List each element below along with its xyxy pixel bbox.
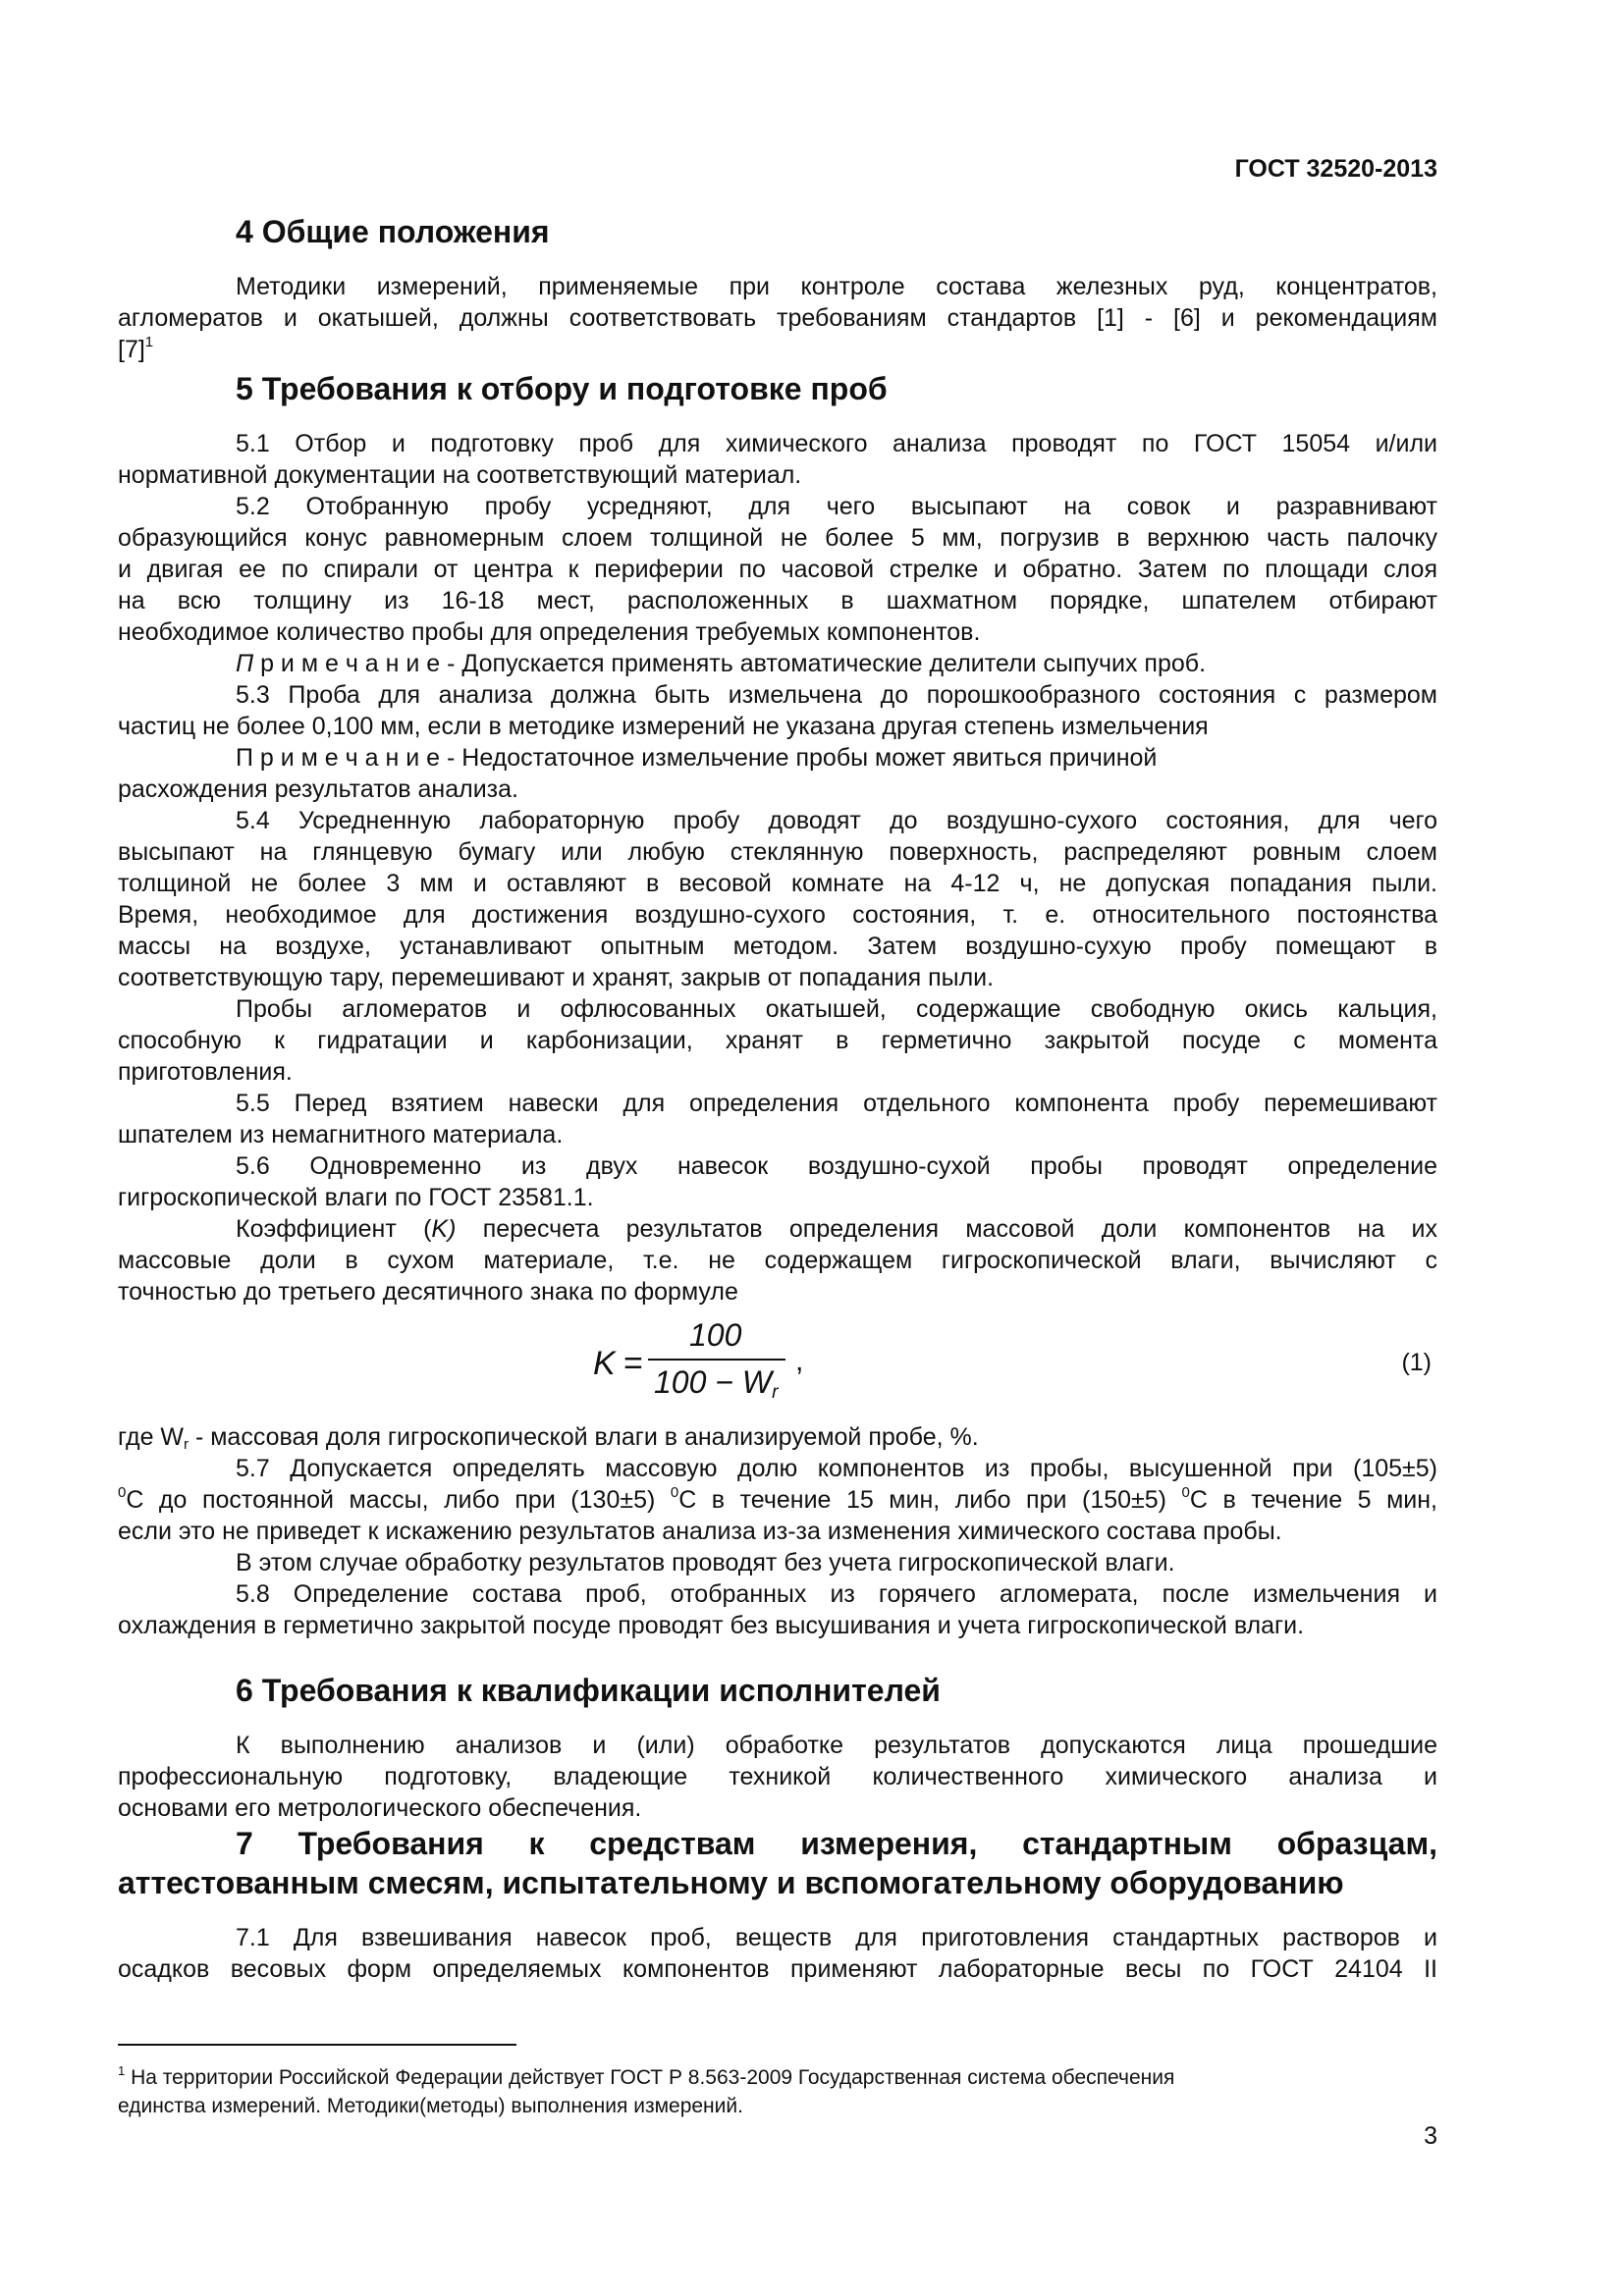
text-line: толщиной не более 3 мм и оставляют в весовой комнате на 4-12 ч, не допуская попадания пыли. xyxy=(118,870,1437,897)
text-line: 5.8 Определение состава проб, отобранных из горячего агломерата, после измельчения и xyxy=(236,1580,1437,1608)
formula-1 xyxy=(118,1319,1437,1410)
text-line: В этом случае обработку результатов проводят без учета гигроскопической влаги. xyxy=(236,1549,1175,1576)
text-line: соответствующую тару, перемешивают и хранят, закрыв от попадания пыли. xyxy=(118,964,995,991)
text-line xyxy=(118,1213,1437,1245)
text-line: необходимое количество пробы для определения требуемых компонентов. xyxy=(118,618,981,646)
text-line: 5.1 Отбор и подготовку проб для химического анализа проводят по ГОСТ 15054 и/или xyxy=(236,430,1437,457)
coef-text-rest: пересчета результатов определения массовой доли компонентов на их xyxy=(456,1215,1437,1243)
footnote-reference[interactable]: 1 xyxy=(144,334,154,350)
section-6-paragraph xyxy=(118,1730,1437,1824)
degree-mark: 0 xyxy=(118,1484,127,1501)
text-line: Пробы агломератов и офлюсованных окатышей, содержащие свободную окись кальция, xyxy=(236,995,1437,1023)
section-7-title-continuation: аттестованным смесям, испытательному и вспомогательному оборудованию xyxy=(118,1865,1344,1900)
text-line: 5.5 Перед взятием навески для определения отдельного компонента пробу перемешивают xyxy=(236,1090,1437,1117)
coef-text-start: Коэффициент ( xyxy=(236,1215,432,1243)
text-line: основами его метрологического обеспечения. xyxy=(118,1794,642,1822)
section-7-paragraph xyxy=(118,1922,1437,1985)
note-2: П р и м е ч а н и е - Недостаточное измельчение пробы может явиться причиной xyxy=(236,744,1158,772)
degree-mark: 0 xyxy=(1181,1484,1190,1501)
note-label: р и м е ч а н и е xyxy=(260,650,441,677)
text-line: частиц не более 0,100 мм, если в методике измерений не указана другая степень измельчения xyxy=(118,713,1209,740)
section-5-body xyxy=(118,428,1437,1308)
formula-number: (1) xyxy=(1401,1349,1432,1376)
where-text-rest: - массовая доля гигроскопической влаги в анализируемой пробе, %. xyxy=(189,1423,979,1451)
text-line xyxy=(118,1484,1437,1516)
text-line: 7.1 Для взвешивания навесок проб, веществ для приготовления стандартных растворов и xyxy=(236,1924,1437,1951)
footnote-text: единства измерений. Методики(методы) выполнения измерений. xyxy=(118,2095,743,2117)
text-line: 5.3 Проба для анализа должна быть измельчена до порошкообразного состояния с размером xyxy=(236,681,1437,709)
text-line: 5.4 Усредненную лабораторную пробу доводят до воздушно-сухого состояния, для чего xyxy=(236,807,1437,834)
formula-lhs: K xyxy=(593,1345,616,1382)
note-text: - Допускается применять автоматические делители сыпучих проб. xyxy=(440,650,1207,677)
where-clause xyxy=(118,1421,1437,1453)
text-line: Время, необходимое для достижения воздушно-сухого состояния, т. е. относительного постоянства xyxy=(118,901,1437,929)
formula-equals: = xyxy=(623,1345,643,1382)
formula-denominator xyxy=(654,1364,778,1401)
section-4-paragraph xyxy=(118,271,1437,365)
text-line: и двигая ее по спирали от центра к периферии по часовой стрелке и обратно. Затем по площади слоя xyxy=(118,556,1437,583)
text-line: осадков весовых форм определяемых компонентов применяют лабораторные весы по ГОСТ 24104 II xyxy=(118,1955,1437,1983)
text-line: охлаждения в герметично закрытой посуде проводят без высушивания и учета гигроскопической влаги. xyxy=(118,1612,1305,1639)
note-label-initial: П xyxy=(236,650,254,677)
standard-code: ГОСТ 32520-2013 xyxy=(1234,155,1437,183)
where-subscript: r xyxy=(184,1436,189,1453)
footnote xyxy=(118,2063,1437,2120)
text-line: агломератов и окатышей, должны соответствовать требованиям стандартов [1] - [6] и рекомендациям xyxy=(118,304,1437,332)
footnote-mark: 1 xyxy=(118,2063,126,2078)
text-line: гигроскопической влаги по ГОСТ 23581.1. xyxy=(118,1184,594,1211)
text-line: если это не приведет к искажению результатов анализа из-за изменения химического состава пробы. xyxy=(118,1518,1282,1545)
text-part: C в течение 15 мин, либо при (150±5) xyxy=(678,1486,1182,1514)
section-7-title: 7 Требования к средствам измерения, стандартным образцам, xyxy=(236,1826,1437,1861)
text-line: Методики измерений, применяемые при контроле состава железных руд, концентратов, xyxy=(236,273,1437,300)
section-5-title: 5 Требования к отбору и подготовке проб xyxy=(236,371,888,406)
text-line: способную к гидратации и карбонизации, хранят в герметично закрытой посуде с момента xyxy=(118,1027,1437,1054)
text-line: точностью до третьего десятичного знака по формуле xyxy=(118,1278,738,1306)
text-line: 5.2 Отобранную пробу усредняют, для чего высыпают на совок и разравнивают xyxy=(236,493,1437,520)
text-line: на всю толщину из 16-18 мест, расположенных в шахматном порядке, шпателем отбирают xyxy=(118,587,1437,614)
text-line: массовые доли в сухом материале, т.е. не содержащем гигроскопической влаги, вычисляют с xyxy=(118,1247,1437,1274)
text-line: приготовления. xyxy=(118,1058,293,1086)
text-line: нормативной документации на соответствующий материал. xyxy=(118,461,802,489)
note-2-continuation: расхождения результатов анализа. xyxy=(118,775,518,803)
text-line: 5.6 Одновременно из двух навесок воздушно-сухой пробы проводят определение xyxy=(236,1152,1437,1180)
denominator-text: 100 − W xyxy=(654,1364,773,1400)
text-line: [7] xyxy=(118,336,145,363)
text-line: высыпают на глянцевую бумагу или любую стеклянную поверхность, распределяют ровным слоем xyxy=(118,838,1437,866)
footnote-separator xyxy=(118,2044,516,2046)
page-body xyxy=(118,212,1437,1985)
coef-symbol: K) xyxy=(431,1215,457,1243)
formula-comma: , xyxy=(795,1345,804,1377)
denominator-subscript: r xyxy=(772,1382,779,1403)
text-part: C до постоянной массы, либо при (130±5) xyxy=(126,1486,671,1514)
section-4-title: 4 Общие положения xyxy=(236,214,550,249)
section-6-title: 6 Требования к квалификации исполнителей xyxy=(236,1673,941,1708)
where-text: где W xyxy=(118,1423,185,1451)
text-line: массы на воздухе, устанавливают опытным методом. Затем воздушно-сухую пробу помещают в xyxy=(118,933,1437,960)
fraction-bar xyxy=(648,1359,785,1361)
formula-numerator: 100 xyxy=(689,1317,742,1353)
section-5-body-continued xyxy=(118,1421,1437,1641)
text-line: К выполнению анализов и (или) обработке результатов допускаются лица прошедшие xyxy=(236,1732,1437,1759)
degree-mark: 0 xyxy=(670,1484,679,1501)
note-1 xyxy=(118,648,1437,679)
text-line: образующийся конус равномерным слоем толщиной не более 5 мм, погрузив в верхнюю часть палочку xyxy=(118,524,1437,552)
footnote-text: На территории Российской Федерации действует ГОСТ Р 8.563-2009 Государственная система обеспечения xyxy=(125,2066,1175,2089)
text-line: 5.7 Допускается определять массовую долю компонентов из пробы, высушенной при (105±5) xyxy=(236,1455,1437,1482)
text-line: профессиональную подготовку, владеющие техникой количественного химического анализа и xyxy=(118,1763,1437,1790)
text-part: C в течение 5 мин, xyxy=(1189,1486,1438,1514)
text-line: шпателем из немагнитного материала. xyxy=(118,1121,564,1148)
page-number: 3 xyxy=(1424,2122,1437,2150)
